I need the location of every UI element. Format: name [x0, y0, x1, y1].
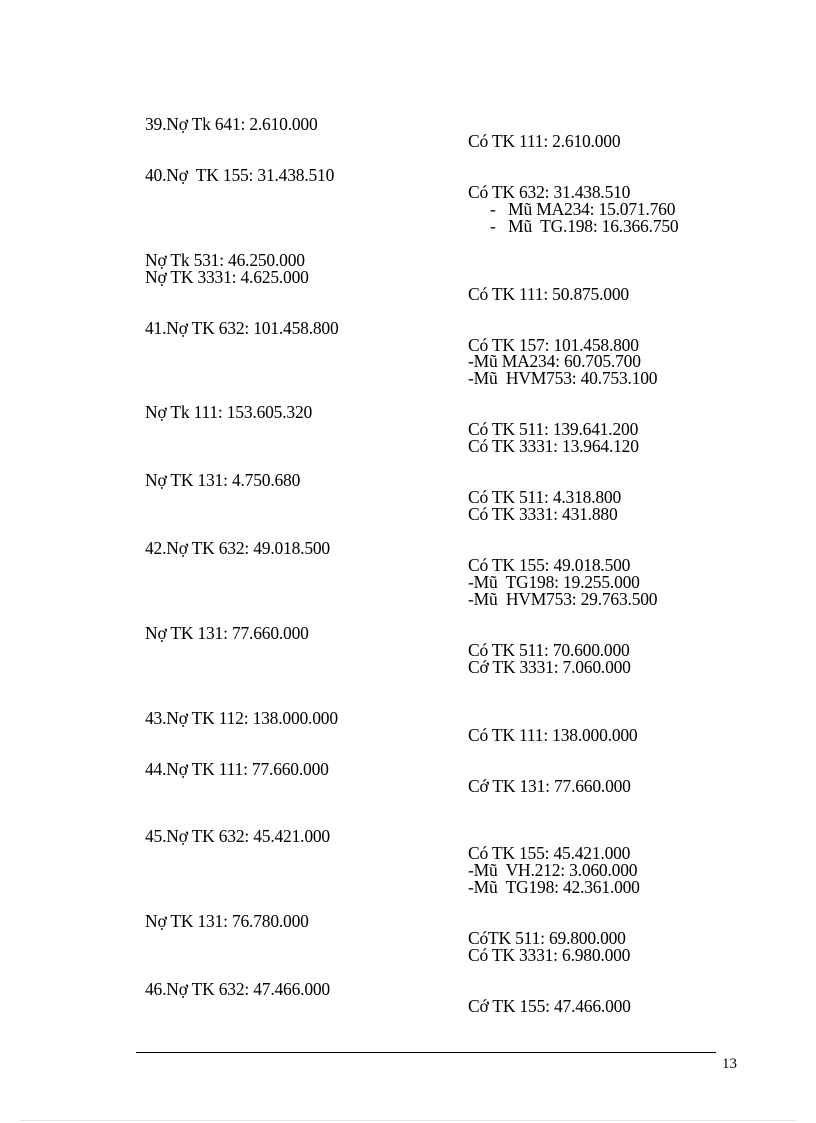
entry-42b-debit: Nợ TK 131: 77.660.000 — [145, 623, 309, 643]
entry-40-credit: Có TK 632: 31.438.510 — [468, 182, 631, 202]
entry-40-sub-2: - Mũ TG.198: 16.366.750 — [490, 216, 679, 236]
entry-40-sub-1: - Mũ MA234: 15.071.760 — [490, 199, 676, 219]
entry-45b-debit: Nợ TK 131: 76.780.000 — [145, 911, 309, 931]
entry-45-sub-1: -Mũ VH.212: 3.060.000 — [468, 860, 638, 880]
entry-45b-credit-1: CóTK 511: 69.800.000 — [468, 928, 626, 948]
entry-41-sub-2: -Mũ HVM753: 40.753.100 — [468, 368, 658, 388]
entry-45b-credit-2: Có TK 3331: 6.980.000 — [468, 945, 631, 965]
entry-42-credit: Có TK 155: 49.018.500 — [468, 555, 631, 575]
entry-41-debit: 41.Nợ TK 632: 101.458.800 — [145, 318, 339, 338]
entry-40b-debit-2: Nợ TK 3331: 4.625.000 — [145, 267, 309, 287]
entry-40b-credit: Có TK 111: 50.875.000 — [468, 284, 629, 304]
entry-41b-debit: Nợ Tk 111: 153.605.320 — [145, 402, 313, 422]
entry-42b-credit-1: Có TK 511: 70.600.000 — [468, 640, 630, 660]
footer-rule — [136, 1052, 716, 1053]
entry-41c-credit-2: Có TK 3331: 431.880 — [468, 504, 618, 524]
entry-44-debit: 44.Nợ TK 111: 77.660.000 — [145, 759, 329, 779]
entry-43-debit: 43.Nợ TK 112: 138.000.000 — [145, 708, 338, 728]
entry-42-debit: 42.Nợ TK 632: 49.018.500 — [145, 538, 330, 558]
page-bottom-dotted-border — [20, 1120, 796, 1121]
entry-41-credit: Có TK 157: 101.458.800 — [468, 335, 639, 355]
entry-41c-credit-1: Có TK 511: 4.318.800 — [468, 487, 622, 507]
entry-41b-credit-2: Có TK 3331: 13.964.120 — [468, 436, 639, 456]
entry-43-credit: Có TK 111: 138.000.000 — [468, 725, 638, 745]
entry-41b-credit-1: Có TK 511: 139.641.200 — [468, 419, 639, 439]
entry-46-credit: Cớ TK 155: 47.466.000 — [468, 996, 631, 1016]
entry-40-debit: 40.Nợ TK 155: 31.438.510 — [145, 165, 335, 185]
entry-42-sub-1: -Mũ TG198: 19.255.000 — [468, 572, 640, 592]
page-number: 13 — [722, 1056, 737, 1072]
entry-40b-debit-1: Nợ Tk 531: 46.250.000 — [145, 250, 305, 270]
entry-41-sub-1: -Mũ MA234: 60.705.700 — [468, 351, 641, 371]
entry-39-credit: Có TK 111: 2.610.000 — [468, 131, 621, 151]
entry-42-sub-2: -Mũ HVM753: 29.763.500 — [468, 589, 658, 609]
entry-45-debit: 45.Nợ TK 632: 45.421.000 — [145, 826, 330, 846]
entry-45-credit: Có TK 155: 45.421.000 — [468, 843, 631, 863]
entry-41c-debit: Nợ TK 131: 4.750.680 — [145, 470, 301, 490]
entry-46-debit: 46.Nợ TK 632: 47.466.000 — [145, 979, 330, 999]
entry-42b-credit-2: Cớ TK 3331: 7.060.000 — [468, 657, 631, 677]
entry-45-sub-2: -Mũ TG198: 42.361.000 — [468, 877, 640, 897]
entry-39-debit: 39.Nợ Tk 641: 2.610.000 — [145, 114, 318, 134]
entry-44-credit: Cớ TK 131: 77.660.000 — [468, 776, 631, 796]
